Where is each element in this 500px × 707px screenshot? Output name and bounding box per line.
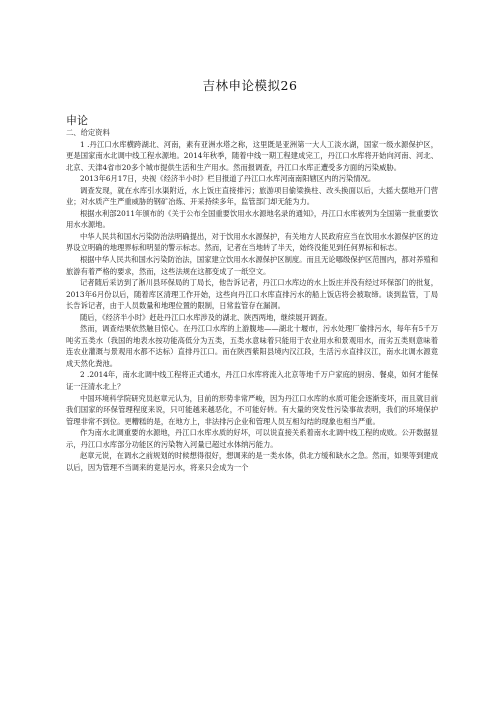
paragraph: 1 .丹江口水库横跨湖北、河南，素有亚洲水塔之称，这里既是亚洲第一大人工淡水湖，国家一级水源保护区，更是国家南水北调中线工程水源地。2014年秋季，随着中线一期工程建成完工，丹江口水库将开始向河南、河北、北京、天津4省市20多个城市提供生活和生产用水。然而报调查，丹江口水库正遭受多方面的污染威胁。 bbox=[66, 139, 438, 172]
subheading: 二、给定资料 bbox=[66, 128, 110, 137]
paragraph: 作为南水北调重要的水源地，丹江口水库水质的好坏，可以说直接关系着南水北调中线工程的成败。公开数据显示，丹江口水库部分功能区的污染物入河量已超过水体纳污能力。 bbox=[66, 428, 438, 449]
paragraph: 然而，调查结果依然触目惊心。在丹江口水库的上游腹地——湖北十堰市，污水处理厂偷排污水，每年有5千万吨劣五类水（我国的地表水按功能高低分为五类，五类水意味着只能用于农业用水和景观用水，而劣五类则意味着连农业灌溉与景观用水都不达标）直排丹江口。而在陕西紫阳县境内汉江段，生活污水直排汉江，南水北调水源竟成天然化粪池。 bbox=[66, 324, 438, 368]
paragraph: 中国环境科学院研究员赵章元认为，目前的形势非常严峻，因为丹江口水库的水质可能会逐渐变坏，而且就目前我们国家的环保管理程度来说，只可能越来越恶化，不可能好转。有大量的突发性污染事故表明，我们的环境保护管理非常不到位。更糟糕的是，在地方上，非法排污企业和管理人员互相勾结的现象也相当严重。 bbox=[66, 393, 438, 426]
paragraph: 根据中华人民共和国水污染防治法，国家建立饮用水水源保护区制度。而且无论哪级保护区范围内，都对养殖和旅游有着严格的要求，然而，这些法规在这都变成了一纸空文。 bbox=[66, 255, 438, 276]
paragraph: 随后，《经济半小时》赶赴丹江口水库涉及的湖北、陕西两地，继续展开调查。 bbox=[80, 312, 332, 322]
paragraph: 记者随后采访到了淅川县环保局的丁局长，他告诉记者，丹江口水库边的水上饭庄并没有经过环保部门的批复，2013年6月份以后，随着库区清理工作开始，这些向丹江口水库直排污水的船上饭店将会被取缔。谈到监管，丁局长告诉记者，由于人员数量和地理位置的限制，日常监管存在漏洞。 bbox=[66, 278, 438, 311]
question-item-2: 2 .2014年，南水北调中线工程将正式通水，丹江口水库将流入北京等地千万户家庭的厨房、餐桌，如何才能保证一汪清水北上？ bbox=[66, 370, 438, 392]
document-title: 吉林申论模拟26 bbox=[202, 78, 298, 93]
paragraph: 根据水利部2011年颁布的《关于公布全国重要饮用水水源地名录的通知》，丹江口水库被列为全国第一批重要饮用水水源地。 bbox=[66, 208, 438, 230]
paragraph: 2013年6月17日，央视《经济半小时》栏目报道了丹江口水库河南南阳辖区内的污染情况。 bbox=[80, 174, 376, 184]
paragraph: 中华人民共和国水污染防治法明确提出，对于饮用水水源保护，有关地方人民政府应当在饮用水水源保护区的边界设立明确的地理界标和明显的警示标志。然而，记者在当地转了半天，始终没能见到任何界标和标志。 bbox=[66, 231, 438, 253]
paragraph: 调查发现，就在水库引水渠附近，水上饭庄直接排污；旅游项目偷梁换柱、改头换面以后，大摇大摆地开门营业；对水质产生严重威胁的钢矿冶炼、开采持续多年，监管部门却无能为力。 bbox=[66, 185, 438, 207]
document-body bbox=[66, 127, 438, 473]
section-heading: 申论 bbox=[66, 114, 88, 127]
paragraph: 赵章元说，在调水之前规划的时候想得很好，想调来的是一类水体，供北方缓和缺水之急。然而，如果等到建成以后，因为管理不当调来的竟是污水，将来只会成为一个 bbox=[66, 451, 438, 472]
